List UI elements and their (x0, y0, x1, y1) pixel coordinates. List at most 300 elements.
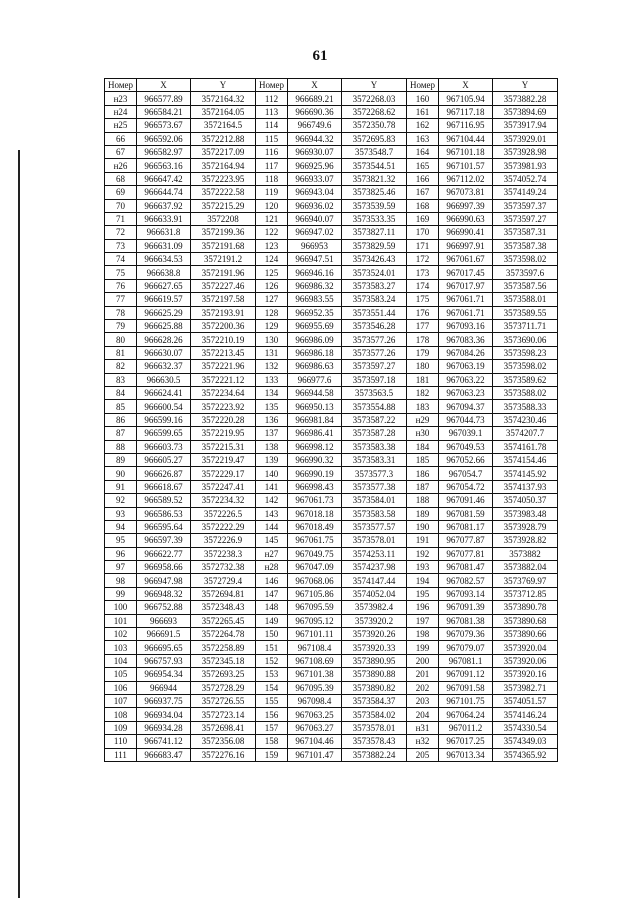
x-coordinate-cell: 967063.23 (439, 386, 493, 399)
x-coordinate-cell: 967013.34 (439, 748, 493, 761)
x-coordinate-cell: 967091.58 (439, 681, 493, 694)
x-coordinate-cell: 967061.75 (288, 534, 342, 547)
y-coordinate-cell: 3572215.31 (191, 440, 256, 453)
x-coordinate-cell: 966582.97 (137, 145, 191, 158)
point-number-cell: 169 (407, 212, 439, 225)
x-coordinate-cell: 966752.88 (137, 601, 191, 614)
point-number-cell: 163 (407, 132, 439, 145)
x-coordinate-cell: 966625.29 (137, 306, 191, 319)
y-coordinate-cell: 3572210.19 (191, 333, 256, 346)
y-coordinate-cell: 3572258.89 (191, 641, 256, 654)
x-coordinate-cell: 967081.17 (439, 520, 493, 533)
point-number-cell: 175 (407, 293, 439, 306)
y-coordinate-cell: 3573584.37 (342, 694, 407, 707)
y-coordinate-cell: 3573890.78 (493, 601, 558, 614)
point-number-cell: 157 (256, 721, 288, 734)
point-number-cell: 202 (407, 681, 439, 694)
point-number-cell: 71 (105, 212, 137, 225)
y-coordinate-cell: 3573577.57 (342, 520, 407, 533)
x-coordinate-cell: 966647.42 (137, 172, 191, 185)
table-row (105, 694, 558, 707)
y-coordinate-cell: 3573578.01 (342, 534, 407, 547)
table-row (105, 507, 558, 520)
x-coordinate-cell: 966937.75 (137, 694, 191, 707)
y-coordinate-cell: 3572217.09 (191, 145, 256, 158)
x-coordinate-cell: 967047.09 (288, 561, 342, 574)
y-coordinate-cell: 3572220.28 (191, 413, 256, 426)
y-coordinate-cell: 3572221.96 (191, 360, 256, 373)
x-coordinate-cell: 967063.25 (288, 708, 342, 721)
point-number-cell: 110 (105, 735, 137, 748)
point-number-cell: 135 (256, 400, 288, 413)
x-coordinate-cell: 966741.12 (137, 735, 191, 748)
y-coordinate-cell: 3572199.36 (191, 226, 256, 239)
y-coordinate-cell: 3572226.9 (191, 534, 256, 547)
x-coordinate-cell: 966948.32 (137, 587, 191, 600)
x-coordinate-cell: 967011.2 (439, 721, 493, 734)
y-coordinate-cell: 3572223.92 (191, 400, 256, 413)
point-number-cell: 69 (105, 186, 137, 199)
table-row (105, 360, 558, 373)
x-coordinate-cell: 966622.77 (137, 547, 191, 560)
point-number-cell: 89 (105, 453, 137, 466)
x-coordinate-cell: 967116.95 (439, 119, 493, 132)
x-coordinate-cell: 966990.32 (288, 453, 342, 466)
x-coordinate-cell: 966605.27 (137, 453, 191, 466)
y-coordinate-cell: 3572276.16 (191, 748, 256, 761)
y-coordinate-cell: 3573890.88 (342, 668, 407, 681)
y-coordinate-cell: 3573551.44 (342, 306, 407, 319)
table-row (105, 628, 558, 641)
x-coordinate-cell: 966563.16 (137, 159, 191, 172)
y-coordinate-cell: 3572191.68 (191, 239, 256, 252)
y-coordinate-cell: 3573583.58 (342, 507, 407, 520)
y-coordinate-cell: 3573583.27 (342, 279, 407, 292)
x-coordinate-cell: 967018.18 (288, 507, 342, 520)
point-number-cell: 174 (407, 279, 439, 292)
y-coordinate-cell: 3572164.5 (191, 119, 256, 132)
point-number-cell: 178 (407, 333, 439, 346)
header-y-2: Y (342, 79, 407, 92)
y-coordinate-cell: 3573920.26 (342, 628, 407, 641)
x-coordinate-cell: 967061.73 (288, 494, 342, 507)
table-row (105, 212, 558, 225)
table-header-row (105, 79, 558, 92)
x-coordinate-cell: 967101.57 (439, 159, 493, 172)
y-coordinate-cell: 3572212.88 (191, 132, 256, 145)
y-coordinate-cell: 3572164.05 (191, 105, 256, 118)
table-row (105, 253, 558, 266)
table-row (105, 654, 558, 667)
point-number-cell: 96 (105, 547, 137, 560)
y-coordinate-cell: 3573890.68 (493, 614, 558, 627)
table-row (105, 520, 558, 533)
x-coordinate-cell: 966595.64 (137, 520, 191, 533)
point-number-cell: 133 (256, 373, 288, 386)
table-row (105, 186, 558, 199)
y-coordinate-cell: 3573929.01 (493, 132, 558, 145)
y-coordinate-cell: 3573928.98 (493, 145, 558, 158)
y-coordinate-cell: 3572345.18 (191, 654, 256, 667)
point-number-cell: 137 (256, 427, 288, 440)
y-coordinate-cell: 3573544.51 (342, 159, 407, 172)
point-number-cell: 98 (105, 574, 137, 587)
point-number-cell: 95 (105, 534, 137, 547)
y-coordinate-cell: 3573981.93 (493, 159, 558, 172)
x-coordinate-cell: 966998.43 (288, 480, 342, 493)
x-coordinate-cell: 966627.65 (137, 279, 191, 292)
x-coordinate-cell: 967044.73 (439, 413, 493, 426)
x-coordinate-cell: 967104.46 (288, 735, 342, 748)
y-coordinate-cell: 3574161.78 (493, 440, 558, 453)
point-number-cell: 77 (105, 293, 137, 306)
y-coordinate-cell: 3573983.48 (493, 507, 558, 520)
point-number-cell: 128 (256, 306, 288, 319)
point-number-cell: 123 (256, 239, 288, 252)
point-number-cell: 112 (256, 92, 288, 105)
y-coordinate-cell: 3572356.08 (191, 735, 256, 748)
point-number-cell: 176 (407, 306, 439, 319)
y-coordinate-cell: 3574237.98 (342, 561, 407, 574)
y-coordinate-cell: 3574149.24 (493, 186, 558, 199)
table-row (105, 145, 558, 158)
x-coordinate-cell: 966603.73 (137, 440, 191, 453)
point-number-cell: 73 (105, 239, 137, 252)
y-coordinate-cell: 3572234.32 (191, 494, 256, 507)
point-number-cell: 125 (256, 266, 288, 279)
point-number-cell: 148 (256, 601, 288, 614)
x-coordinate-cell: 966626.87 (137, 467, 191, 480)
x-coordinate-cell: 966624.41 (137, 386, 191, 399)
x-coordinate-cell: 967082.57 (439, 574, 493, 587)
point-number-cell: 149 (256, 614, 288, 627)
x-coordinate-cell: 967017.97 (439, 279, 493, 292)
x-coordinate-cell: 967095.12 (288, 614, 342, 627)
x-coordinate-cell: 966936.02 (288, 199, 342, 212)
y-coordinate-cell: 3573894.69 (493, 105, 558, 118)
x-coordinate-cell: 966986.63 (288, 360, 342, 373)
x-coordinate-cell: 967101.75 (439, 694, 493, 707)
y-coordinate-cell: 3573825.46 (342, 186, 407, 199)
point-number-cell: 193 (407, 561, 439, 574)
point-number-cell: н30 (407, 427, 439, 440)
point-number-cell: 164 (407, 145, 439, 158)
table-row (105, 92, 558, 105)
y-coordinate-cell: 3573769.97 (493, 574, 558, 587)
y-coordinate-cell: 3572193.91 (191, 306, 256, 319)
point-number-cell: н29 (407, 413, 439, 426)
y-coordinate-cell: 3573583.38 (342, 440, 407, 453)
table-row (105, 400, 558, 413)
x-coordinate-cell: 967112.02 (439, 172, 493, 185)
table-row (105, 547, 558, 560)
x-coordinate-cell: 966954.34 (137, 668, 191, 681)
point-number-cell: 121 (256, 212, 288, 225)
table-row (105, 346, 558, 359)
point-number-cell: 201 (407, 668, 439, 681)
point-number-cell: 70 (105, 199, 137, 212)
y-coordinate-cell: 3573597.37 (493, 199, 558, 212)
x-coordinate-cell: 966940.07 (288, 212, 342, 225)
y-coordinate-cell: 3572350.78 (342, 119, 407, 132)
table-body (105, 92, 558, 762)
table-row (105, 467, 558, 480)
x-coordinate-cell: 966630.5 (137, 373, 191, 386)
point-number-cell: 187 (407, 480, 439, 493)
point-number-cell: 68 (105, 172, 137, 185)
table-row (105, 386, 558, 399)
point-number-cell: 167 (407, 186, 439, 199)
y-coordinate-cell: 3572164.32 (191, 92, 256, 105)
point-number-cell: 146 (256, 574, 288, 587)
point-number-cell: 156 (256, 708, 288, 721)
point-number-cell: 204 (407, 708, 439, 721)
y-coordinate-cell: 3573711.71 (493, 320, 558, 333)
point-number-cell: 188 (407, 494, 439, 507)
x-coordinate-cell: 966600.54 (137, 400, 191, 413)
x-coordinate-cell: 967068.06 (288, 574, 342, 587)
point-number-cell: 82 (105, 360, 137, 373)
x-coordinate-cell: 967064.24 (439, 708, 493, 721)
coordinates-table (104, 78, 558, 762)
y-coordinate-cell: 3572222.29 (191, 520, 256, 533)
y-coordinate-cell: 3572222.58 (191, 186, 256, 199)
point-number-cell: 199 (407, 641, 439, 654)
y-coordinate-cell: 3574365.92 (493, 748, 558, 761)
point-number-cell: 191 (407, 534, 439, 547)
point-number-cell: 91 (105, 480, 137, 493)
point-number-cell: 170 (407, 226, 439, 239)
x-coordinate-cell: 967093.14 (439, 587, 493, 600)
x-coordinate-cell: 967105.86 (288, 587, 342, 600)
y-coordinate-cell: 3573426.43 (342, 253, 407, 266)
y-coordinate-cell: 3572698.41 (191, 721, 256, 734)
x-coordinate-cell: 967049.75 (288, 547, 342, 560)
x-coordinate-cell: 966631.8 (137, 226, 191, 239)
y-coordinate-cell: 3573584.01 (342, 494, 407, 507)
x-coordinate-cell: 966933.07 (288, 172, 342, 185)
x-coordinate-cell: 966947.98 (137, 574, 191, 587)
x-coordinate-cell: 966944.58 (288, 386, 342, 399)
y-coordinate-cell: 3573539.59 (342, 199, 407, 212)
y-coordinate-cell: 3573882.24 (342, 748, 407, 761)
y-coordinate-cell: 3572723.14 (191, 708, 256, 721)
y-coordinate-cell: 3572226.5 (191, 507, 256, 520)
x-coordinate-cell: 967083.36 (439, 333, 493, 346)
point-number-cell: 84 (105, 386, 137, 399)
point-number-cell: 140 (256, 467, 288, 480)
point-number-cell: 81 (105, 346, 137, 359)
point-number-cell: 182 (407, 386, 439, 399)
point-number-cell: 183 (407, 400, 439, 413)
point-number-cell: н27 (256, 547, 288, 560)
y-coordinate-cell: 3574051.57 (493, 694, 558, 707)
point-number-cell: 150 (256, 628, 288, 641)
point-number-cell: 88 (105, 440, 137, 453)
point-number-cell: 117 (256, 159, 288, 172)
table-row (105, 132, 558, 145)
x-coordinate-cell: 967081.47 (439, 561, 493, 574)
point-number-cell: 171 (407, 239, 439, 252)
x-coordinate-cell: 966628.26 (137, 333, 191, 346)
x-coordinate-cell: 967073.81 (439, 186, 493, 199)
point-number-cell: 138 (256, 440, 288, 453)
x-coordinate-cell: 967063.19 (439, 360, 493, 373)
x-coordinate-cell: 967091.46 (439, 494, 493, 507)
table-row (105, 708, 558, 721)
y-coordinate-cell: 3573588.02 (493, 386, 558, 399)
x-coordinate-cell: 966930.07 (288, 145, 342, 158)
table-row (105, 561, 558, 574)
y-coordinate-cell: 3572200.36 (191, 320, 256, 333)
point-number-cell: 87 (105, 427, 137, 440)
y-coordinate-cell: 3574253.11 (342, 547, 407, 560)
y-coordinate-cell: 3572695.83 (342, 132, 407, 145)
y-coordinate-cell: 3573587.31 (493, 226, 558, 239)
y-coordinate-cell: 3573563.5 (342, 386, 407, 399)
point-number-cell: 118 (256, 172, 288, 185)
y-coordinate-cell: 3574146.24 (493, 708, 558, 721)
point-number-cell: 76 (105, 279, 137, 292)
y-coordinate-cell: 3573597.18 (342, 373, 407, 386)
point-number-cell: 79 (105, 320, 137, 333)
y-coordinate-cell: 3573829.59 (342, 239, 407, 252)
x-coordinate-cell: 966977.6 (288, 373, 342, 386)
point-number-cell: 102 (105, 628, 137, 641)
point-number-cell: н26 (105, 159, 137, 172)
table-row (105, 480, 558, 493)
x-coordinate-cell: 966693 (137, 614, 191, 627)
point-number-cell: 126 (256, 279, 288, 292)
x-coordinate-cell: 966630.07 (137, 346, 191, 359)
table-row (105, 413, 558, 426)
y-coordinate-cell: 3573920.2 (342, 614, 407, 627)
y-coordinate-cell: 3573597.6 (493, 266, 558, 279)
table-row (105, 574, 558, 587)
y-coordinate-cell: 3572227.46 (191, 279, 256, 292)
y-coordinate-cell: 3573589.62 (493, 373, 558, 386)
x-coordinate-cell: 967101.18 (439, 145, 493, 158)
y-coordinate-cell: 3574145.92 (493, 467, 558, 480)
x-coordinate-cell: 967081.59 (439, 507, 493, 520)
y-coordinate-cell: 3573597.27 (493, 212, 558, 225)
y-coordinate-cell: 3573928.82 (493, 534, 558, 547)
point-number-cell: 173 (407, 266, 439, 279)
point-number-cell: 195 (407, 587, 439, 600)
y-coordinate-cell: 3573524.01 (342, 266, 407, 279)
point-number-cell: 186 (407, 467, 439, 480)
table-row (105, 119, 558, 132)
point-number-cell: 94 (105, 520, 137, 533)
table-row (105, 172, 558, 185)
x-coordinate-cell: 966925.96 (288, 159, 342, 172)
y-coordinate-cell: 3572208 (191, 212, 256, 225)
y-coordinate-cell: 3573548.7 (342, 145, 407, 158)
header-x-2: X (288, 79, 342, 92)
point-number-cell: 97 (105, 561, 137, 574)
y-coordinate-cell: 3572238.3 (191, 547, 256, 560)
y-coordinate-cell: 3572164.94 (191, 159, 256, 172)
point-number-cell: 154 (256, 681, 288, 694)
y-coordinate-cell: 3572268.62 (342, 105, 407, 118)
x-coordinate-cell: 966599.65 (137, 427, 191, 440)
x-coordinate-cell: 967101.11 (288, 628, 342, 641)
x-coordinate-cell: 967079.36 (439, 628, 493, 641)
x-coordinate-cell: 967081.38 (439, 614, 493, 627)
point-number-cell: 194 (407, 574, 439, 587)
x-coordinate-cell: 966618.67 (137, 480, 191, 493)
table-row (105, 226, 558, 239)
point-number-cell: 115 (256, 132, 288, 145)
y-coordinate-cell: 3574207.7 (493, 427, 558, 440)
point-number-cell: 119 (256, 186, 288, 199)
point-number-cell: 107 (105, 694, 137, 707)
point-number-cell: 185 (407, 453, 439, 466)
x-coordinate-cell: 966644.74 (137, 186, 191, 199)
point-number-cell: 99 (105, 587, 137, 600)
point-number-cell: 136 (256, 413, 288, 426)
y-coordinate-cell: 3573554.88 (342, 400, 407, 413)
y-coordinate-cell: 3573882 (493, 547, 558, 560)
x-coordinate-cell: 966958.66 (137, 561, 191, 574)
y-coordinate-cell: 3573577.26 (342, 333, 407, 346)
point-number-cell: 153 (256, 668, 288, 681)
table-row (105, 668, 558, 681)
point-number-cell: 124 (256, 253, 288, 266)
point-number-cell: 127 (256, 293, 288, 306)
y-coordinate-cell: 3573589.55 (493, 306, 558, 319)
table-row (105, 735, 558, 748)
y-coordinate-cell: 3574050.37 (493, 494, 558, 507)
x-coordinate-cell: 967108.4 (288, 641, 342, 654)
x-coordinate-cell: 966589.52 (137, 494, 191, 507)
point-number-cell: 67 (105, 145, 137, 158)
x-coordinate-cell: 966689.21 (288, 92, 342, 105)
x-coordinate-cell: 967081.1 (439, 654, 493, 667)
y-coordinate-cell: 3573712.85 (493, 587, 558, 600)
table-row (105, 306, 558, 319)
point-number-cell: 108 (105, 708, 137, 721)
y-coordinate-cell: 3573546.28 (342, 320, 407, 333)
x-coordinate-cell: 967039.1 (439, 427, 493, 440)
x-coordinate-cell: 966986.09 (288, 333, 342, 346)
point-number-cell: 181 (407, 373, 439, 386)
point-number-cell: 168 (407, 199, 439, 212)
y-coordinate-cell: 3573578.01 (342, 721, 407, 734)
x-coordinate-cell: 966983.55 (288, 293, 342, 306)
y-coordinate-cell: 3573578.43 (342, 735, 407, 748)
header-x-3: X (439, 79, 493, 92)
point-number-cell: 134 (256, 386, 288, 399)
x-coordinate-cell: 966953 (288, 239, 342, 252)
y-coordinate-cell: 3573982.71 (493, 681, 558, 694)
x-coordinate-cell: 967063.27 (288, 721, 342, 734)
point-number-cell: 130 (256, 333, 288, 346)
y-coordinate-cell: 3572221.12 (191, 373, 256, 386)
point-number-cell: 179 (407, 346, 439, 359)
x-coordinate-cell: 966944 (137, 681, 191, 694)
y-coordinate-cell: 3573597.27 (342, 360, 407, 373)
x-coordinate-cell: 967061.67 (439, 253, 493, 266)
x-coordinate-cell: 966695.65 (137, 641, 191, 654)
point-number-cell: 131 (256, 346, 288, 359)
point-number-cell: 85 (105, 400, 137, 413)
table-row (105, 266, 558, 279)
y-coordinate-cell: 3573821.32 (342, 172, 407, 185)
y-coordinate-cell: 3573577.38 (342, 480, 407, 493)
y-coordinate-cell: 3572213.45 (191, 346, 256, 359)
x-coordinate-cell: 966950.13 (288, 400, 342, 413)
